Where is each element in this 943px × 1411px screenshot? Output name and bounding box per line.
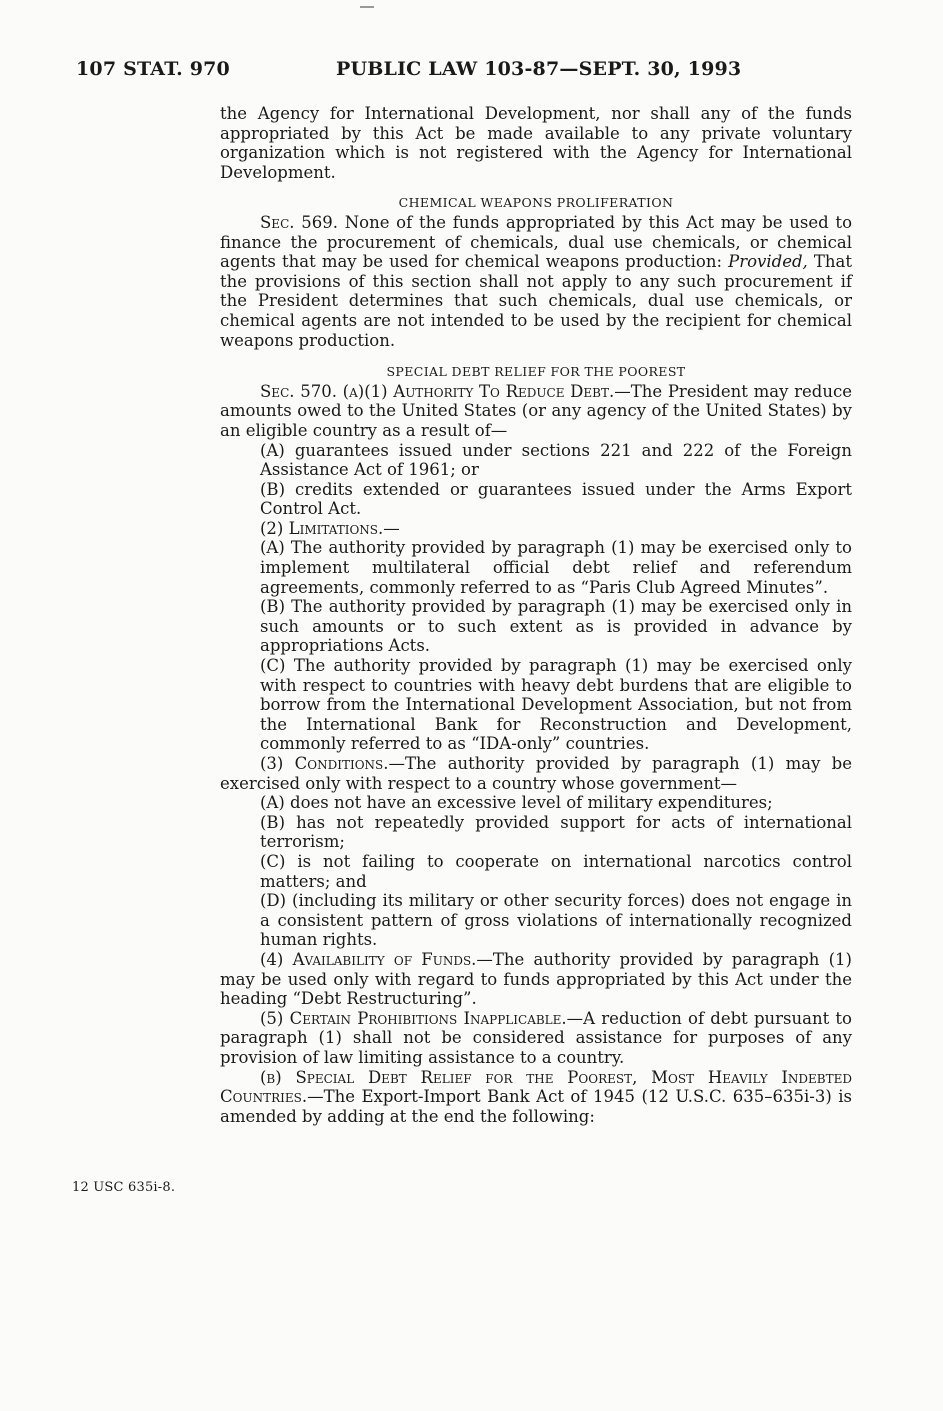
limitations-lead: (2) Limitations. bbox=[260, 518, 384, 538]
paragraph-5-prohibitions bbox=[220, 1009, 852, 1068]
section-heading-debt-relief: SPECIAL DEBT RELIEF FOR THE POOREST bbox=[386, 364, 686, 380]
clause-a3-B: (B) has not repeatedly provided support for acts of international terrorism; bbox=[260, 812, 852, 852]
clause-a1-B: (B) credits extended or guarantees issued under the Arms Export Control Act. bbox=[260, 479, 852, 519]
conditions-text: —The authority provided by paragraph (1) may be exercised only with respect to a country whose government— bbox=[220, 754, 852, 793]
clause-a2-A: (A) The authority provided by paragraph (1) may be exercised only to implement multilateral official debt relief and referendum agreements, commonly referred to as “Paris Club Agreed Minutes”. bbox=[260, 538, 852, 597]
prohibitions-text: —A reduction of debt pursuant to paragraph (1) shall not be considered assistance for purposes of any provision of law limiting assistance to a country. bbox=[220, 1008, 852, 1067]
section-569-text-a: None of the funds appropriated by this Act may be used to finance the procurement of chemicals, dual use chemicals, or chemical agents that may be used for chemical weapons production: bbox=[220, 212, 853, 272]
section-570-text: —The President may reduce amounts owed to the United States (or any agency of the United States) by an eligible country as a result of— bbox=[220, 381, 852, 440]
availability-lead: (4) Availability of Funds. bbox=[260, 949, 477, 969]
prohibitions-lead: (5) Certain Prohibitions Inapplicable. bbox=[260, 1008, 567, 1028]
subsection-b-lead: (b) Special Debt Relief for the Poorest, Most Heavily Indebted Countries. bbox=[220, 1067, 852, 1107]
public-law-header: PUBLIC LAW 103-87—SEPT. 30, 1993 bbox=[336, 58, 742, 80]
section-569-lead: Sec. 569. bbox=[260, 212, 338, 232]
clause-a2-C: (C) The authority provided by paragraph (1) may be exercised only with respect to countries with heavy debt burdens that are eligible to borrow from the International Development Association, but not from the International Bank for Reconstruction and Development, commonly referred to as “IDA-only” countries. bbox=[260, 656, 852, 754]
subsection-b-text: —The Export-Import Bank Act of 1945 (12 U.S.C. 635–635i-3) is amended by adding at the end the following: bbox=[220, 1087, 852, 1126]
provided-term: Provided, bbox=[728, 252, 808, 272]
clause-a1-A: (A) guarantees issued under sections 221 and 222 of the Foreign Assistance Act of 1961; or bbox=[260, 440, 852, 480]
availability-text: —The authority provided by paragraph (1) may be used only with regard to funds appropriated by this Act under the heading “Debt Restructuring”. bbox=[220, 949, 852, 1009]
statute-citation: 107 STAT. 970 bbox=[76, 58, 230, 80]
subsection-b bbox=[220, 1068, 852, 1127]
clause-a3-C: (C) is not failing to cooperate on international narcotics control matters; and bbox=[260, 851, 852, 891]
paragraph-2-limitations bbox=[220, 519, 852, 539]
section-569 bbox=[220, 213, 852, 350]
document-body bbox=[220, 104, 852, 1126]
paragraph-3-conditions bbox=[220, 754, 852, 793]
clause-a3-A: (A) does not have an excessive level of military expenditures; bbox=[260, 793, 773, 813]
clause-a2-B: (B) The authority provided by paragraph (1) may be exercised only in such amounts or to such extent as is provided in advance by appropriations Acts. bbox=[260, 597, 852, 656]
section-570-a1 bbox=[220, 382, 852, 441]
section-569-text-b: That the provisions of this section shall not apply to any such procurement if the President determines that such chemicals, dual use chemicals, or chemical agents are not intended to be used by the recipient for chemical weapons production. bbox=[220, 252, 852, 350]
section-570-lead: Sec. 570. (a)(1) Authority To Reduce Debt. bbox=[260, 381, 615, 401]
section-heading-chemical: CHEMICAL WEAPONS PROLIFERATION bbox=[398, 195, 674, 211]
scan-mark bbox=[360, 6, 374, 8]
clause-a3-D: (D) (including its military or other security forces) does not engage in a consistent pattern of gross violations of internationally recognized human rights. bbox=[260, 891, 852, 950]
limitations-dash: — bbox=[383, 518, 400, 538]
conditions-lead: (3) Conditions. bbox=[260, 754, 389, 773]
margin-note: 12 USC 635i-8. bbox=[72, 1180, 176, 1195]
paragraph-4-availability bbox=[220, 950, 852, 1009]
paragraph-continuation: the Agency for International Development, nor shall any of the funds appropriated by this Act be made available to any private voluntary organization which is not registered with the Agency for International Development. bbox=[220, 104, 852, 182]
